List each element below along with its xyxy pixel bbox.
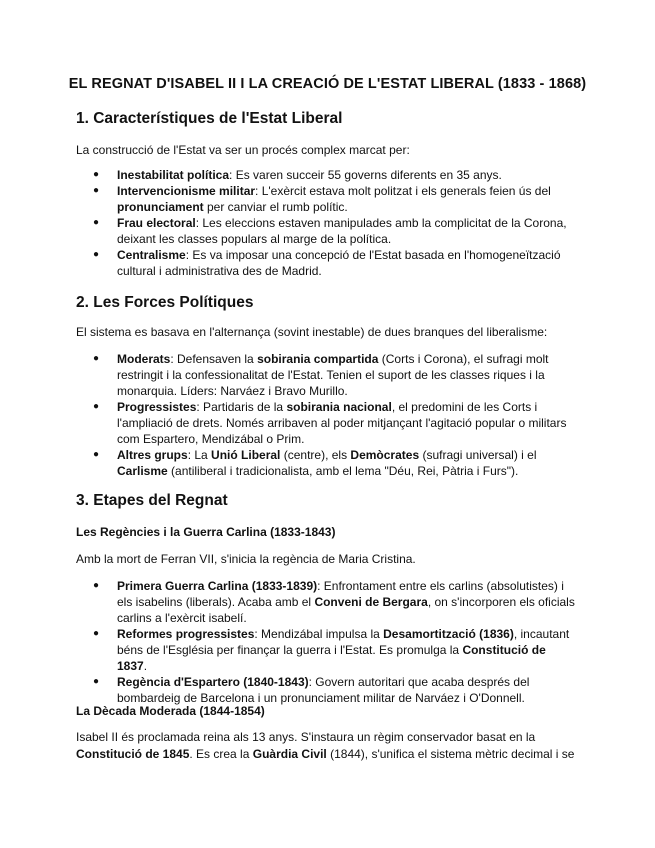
list-item: ● Centralisme: Es va imposar una concepció de l'Estat basada en l'homogeneïtzació cultural i administrativa des de Madrid. [93,248,561,278]
subsection-decada-heading: La Dècada Moderada (1844-1854) [76,704,265,718]
list-item: ● Moderats: Defensaven la sobirania compartida (Corts i Corona), el sufragi molt restringit i la confessionalitat de l'Estat. Tenien el suport de les classes riques i la monarquia. Líders: Narváez i Bravo Murillo. [93,352,549,398]
subsection-decada-paragraph: Isabel II és proclamada reina als 13 anys. S'instaura un règim conservador basat en la Constitució de 1845. Es crea la Guàrdia Civil (1844), s'unifica el sistema mètric decimal i se [76,730,575,761]
list-item: ● Altres grups: La Unió Liberal (centre), els Demòcrates (sufragi universal) i el Carlisme (antiliberal i tradicionalista, amb el lema "Déu, Rei, Pàtria i Furs"). [93,448,537,478]
bullet-icon: ● [93,353,100,364]
bullet-icon: ● [93,401,100,412]
section-1-list [76,167,576,279]
bullet-icon: ● [93,580,100,591]
bullet-icon: ● [93,169,100,180]
page-title: EL REGNAT D'ISABEL II I LA CREACIÓ DE L'ESTAT LIBERAL (1833 - 1868) [68,76,587,92]
bullet-icon: ● [93,676,100,687]
list-item: ● Progressistes: Partidaris de la sobirania nacional, el predomini de les Corts i l'ampliació de drets. Només arribaven al poder mitjançant l'agitació popular o militars com Espartero, Mendizábal o Prim. [93,400,567,446]
bullet-icon: ● [93,628,100,639]
subsection-regencies-heading: Les Regències i la Guerra Carlina (1833-1843) [76,525,336,539]
list-item: ● Reformes progressistes: Mendizábal impulsa la Desamortització (1836), incautant béns de l'Església per finançar la guerra i l'Estat. Es promulga la Constitució de 1837. [93,627,570,673]
subsection-regencies-intro: Amb la mort de Ferran VII, s'inicia la regència de Maria Cristina. [76,552,416,566]
section-3-list [76,578,576,706]
bullet-icon: ● [93,217,100,228]
section-2-intro: El sistema es basava en l'alternança (sovint inestable) de dues branques del liberalisme: [76,325,548,339]
bullet-icon: ● [93,185,100,196]
section-3-heading: 3. Etapes del Regnat [76,492,228,509]
bullet-icon: ● [93,249,100,260]
list-item: ● Regència d'Espartero (1840-1843): Govern autoritari que acaba després del bombardeig de Barcelona i un pronunciament militar de Narváez i O'Donnell. [93,675,530,705]
list-item: ● Intervencionisme militar: L'exèrcit estava molt politzat i els generals feien ús del pronunciament per canviar el rumb polític. [93,184,551,214]
bullet-icon: ● [93,449,100,460]
list-item: ● Inestabilitat política: Es varen succeir 55 governs diferents en 35 anys. [93,168,502,182]
list-item: ● Primera Guerra Carlina (1833-1839): Enfrontament entre els carlins (absolutistes) i els isabelins (liberals). Acaba amb el Conveni de Bergara, on s'incorporen els oficials carlins a l'exèrcit isabelí. [93,579,575,625]
section-2-heading: 2. Les Forces Polítiques [76,294,254,311]
list-item: ● Frau electoral: Les eleccions estaven manipulades amb la complicitat de la Corona, deixant les classes populars al marge de la política. [93,216,567,246]
section-1-intro: La construcció de l'Estat va ser un procés complex marcat per: [76,143,410,157]
section-2-list [76,351,576,479]
section-1-heading: 1. Característiques de l'Estat Liberal [76,110,343,127]
